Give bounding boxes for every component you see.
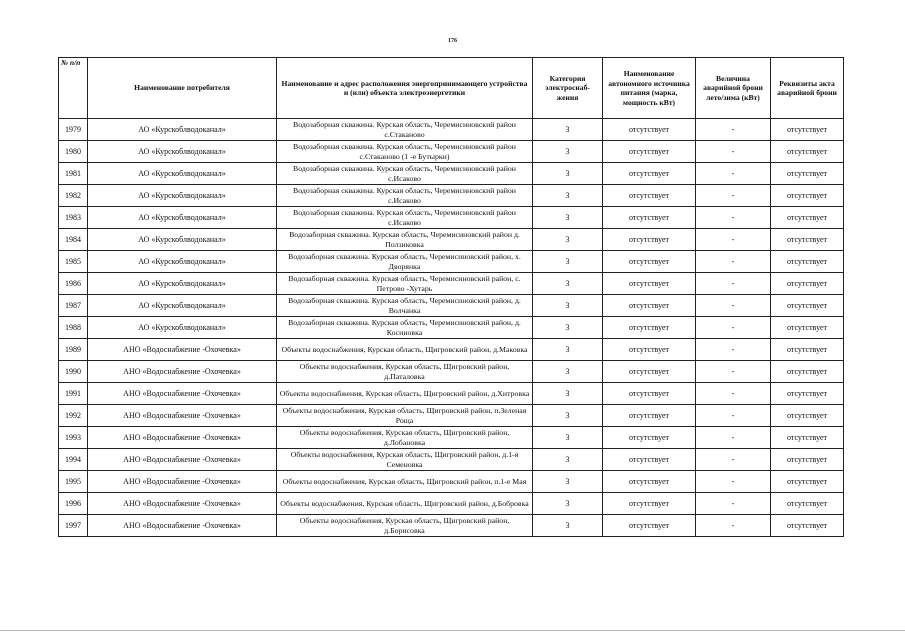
cell-address: Водозаборная скважина. Курская область, Черемисиновский район с.Исаково <box>277 207 533 229</box>
cell-address: Водозаборная скважина. Курская область, Черемисиновский район с.Стаканово (1 -е Бутырки) <box>277 141 533 163</box>
cell-reserve: - <box>696 141 771 163</box>
cell-num: 1990 <box>59 361 88 383</box>
cell-category: 3 <box>533 361 603 383</box>
cell-address: Объекты водоснабжения, Курская область, Щигровский район, д.Паталовка <box>277 361 533 383</box>
cell-source: отсутствует <box>603 361 696 383</box>
cell-act: отсутствует <box>771 141 844 163</box>
cell-address: Водозаборная скважина. Курская область, Черемисиновский район с.Стаканово <box>277 119 533 141</box>
page-number: 176 <box>448 38 457 44</box>
cell-source: отсутствует <box>603 163 696 185</box>
cell-address: Водозаборная скважина. Курская область, Черемисиновский район с.Исаково <box>277 163 533 185</box>
cell-address: Объекты водоснабжения, Курская область, Щигровский район, д.Лобановка <box>277 427 533 449</box>
header-address: Наименование и адрес расположения энергопринимающего устройства и (или) объекта электроэнергетики <box>277 58 533 119</box>
cell-source: отсутствует <box>603 273 696 295</box>
cell-num: 1992 <box>59 405 88 427</box>
cell-consumer: АНО «Водоснабжение -Охочевка» <box>88 515 277 537</box>
cell-address: Водозаборная скважина. Курская область, Черемисиновский район с.Исаково <box>277 185 533 207</box>
cell-reserve: - <box>696 119 771 141</box>
cell-consumer: АО «Курскоблводоканал» <box>88 185 277 207</box>
header-source: Наименование автономного источника питания (марка, мощность кВт) <box>603 58 696 119</box>
cell-reserve: - <box>696 449 771 471</box>
cell-source: отсутствует <box>603 119 696 141</box>
cell-num: 1987 <box>59 295 88 317</box>
table-row <box>59 185 844 207</box>
cell-category: 3 <box>533 229 603 251</box>
cell-address: Объекты водоснабжения, Курская область, Щигровский район, д.Хитровка <box>277 383 533 405</box>
cell-consumer: АО «Курскоблводоканал» <box>88 273 277 295</box>
cell-address: Водозаборная скважина. Курская область, Черемисиновский район, х. Дворянка <box>277 251 533 273</box>
cell-consumer: АО «Курскоблводоканал» <box>88 251 277 273</box>
cell-address: Объекты водоснабжения, Курская область, Щигровский район, д.Маковка <box>277 339 533 361</box>
table-row <box>59 119 844 141</box>
cell-num: 1988 <box>59 317 88 339</box>
cell-act: отсутствует <box>771 515 844 537</box>
table-row <box>59 449 844 471</box>
cell-reserve: - <box>696 163 771 185</box>
cell-address: Водозаборная скважина. Курская область, Черемисиновский район, д. Косиновка <box>277 317 533 339</box>
cell-address: Объекты водоснабжения, Курская область, Щигровский район, п.Зеленая Роща <box>277 405 533 427</box>
cell-num: 1991 <box>59 383 88 405</box>
header-act: Реквизиты акта аварийной брони <box>771 58 844 119</box>
reserve-table <box>58 57 844 537</box>
cell-consumer: АНО «Водоснабжение -Охочевка» <box>88 471 277 493</box>
cell-consumer: АО «Курскоблводоканал» <box>88 229 277 251</box>
cell-address: Водозаборная скважина. Курская область, Черемисиновский район д. Ползиковка <box>277 229 533 251</box>
cell-address: Объекты водоснабжения, Курская область, Щигровский район, д.Борисовка <box>277 515 533 537</box>
cell-consumer: АНО «Водоснабжение -Охочевка» <box>88 427 277 449</box>
cell-source: отсутствует <box>603 515 696 537</box>
cell-num: 1981 <box>59 163 88 185</box>
cell-consumer: АО «Курскоблводоканал» <box>88 163 277 185</box>
cell-address: Объекты водоснабжения, Курская область, Щигровский район, д.Бобровка <box>277 493 533 515</box>
cell-consumer: АНО «Водоснабжение -Охочевка» <box>88 383 277 405</box>
cell-consumer: АНО «Водоснабжение -Охочевка» <box>88 361 277 383</box>
cell-category: 3 <box>533 339 603 361</box>
table-row <box>59 405 844 427</box>
cell-category: 3 <box>533 405 603 427</box>
cell-act: отсутствует <box>771 339 844 361</box>
cell-reserve: - <box>696 383 771 405</box>
table-row <box>59 427 844 449</box>
cell-category: 3 <box>533 515 603 537</box>
table-row <box>59 141 844 163</box>
cell-source: отсутствует <box>603 339 696 361</box>
cell-source: отсутствует <box>603 251 696 273</box>
cell-act: отсутствует <box>771 317 844 339</box>
cell-reserve: - <box>696 515 771 537</box>
table-row <box>59 493 844 515</box>
header-num: № п/п <box>59 58 88 119</box>
cell-category: 3 <box>533 251 603 273</box>
cell-act: отсутствует <box>771 163 844 185</box>
cell-num: 1986 <box>59 273 88 295</box>
cell-num: 1993 <box>59 427 88 449</box>
cell-num: 1997 <box>59 515 88 537</box>
table-row <box>59 383 844 405</box>
cell-category: 3 <box>533 317 603 339</box>
cell-source: отсутствует <box>603 405 696 427</box>
cell-num: 1989 <box>59 339 88 361</box>
cell-address: Объекты водоснабжения, Курская область, Щигровский район, п.1-е Мая <box>277 471 533 493</box>
table-row <box>59 515 844 537</box>
cell-category: 3 <box>533 427 603 449</box>
table-row <box>59 295 844 317</box>
cell-consumer: АО «Курскоблводоканал» <box>88 141 277 163</box>
cell-act: отсутствует <box>771 449 844 471</box>
cell-category: 3 <box>533 273 603 295</box>
cell-consumer: АО «Курскоблводоканал» <box>88 207 277 229</box>
cell-act: отсутствует <box>771 405 844 427</box>
table-row <box>59 163 844 185</box>
cell-category: 3 <box>533 163 603 185</box>
header-consumer: Наименование потребителя <box>88 58 277 119</box>
page-bottom-divider <box>0 630 905 631</box>
cell-consumer: АО «Курскоблводоканал» <box>88 295 277 317</box>
cell-consumer: АНО «Водоснабжение -Охочевка» <box>88 449 277 471</box>
cell-consumer: АНО «Водоснабжение -Охочевка» <box>88 405 277 427</box>
table-row <box>59 207 844 229</box>
table-header-row <box>59 58 844 119</box>
cell-category: 3 <box>533 295 603 317</box>
cell-category: 3 <box>533 119 603 141</box>
table-row <box>59 361 844 383</box>
cell-reserve: - <box>696 427 771 449</box>
cell-category: 3 <box>533 185 603 207</box>
cell-consumer: АНО «Водоснабжение -Охочевка» <box>88 493 277 515</box>
header-reserve: Величина аварийной брони лето/зима (кВт) <box>696 58 771 119</box>
cell-reserve: - <box>696 471 771 493</box>
cell-consumer: АО «Курскоблводоканал» <box>88 317 277 339</box>
cell-act: отсутствует <box>771 295 844 317</box>
table-row <box>59 251 844 273</box>
cell-source: отсутствует <box>603 449 696 471</box>
cell-num: 1979 <box>59 119 88 141</box>
cell-reserve: - <box>696 361 771 383</box>
cell-act: отсутствует <box>771 383 844 405</box>
table-row <box>59 471 844 493</box>
cell-source: отсутствует <box>603 471 696 493</box>
cell-num: 1980 <box>59 141 88 163</box>
cell-num: 1982 <box>59 185 88 207</box>
cell-reserve: - <box>696 405 771 427</box>
cell-reserve: - <box>696 185 771 207</box>
cell-category: 3 <box>533 471 603 493</box>
cell-reserve: - <box>696 229 771 251</box>
cell-category: 3 <box>533 383 603 405</box>
cell-source: отсутствует <box>603 141 696 163</box>
cell-act: отсутствует <box>771 251 844 273</box>
cell-act: отсутствует <box>771 471 844 493</box>
cell-num: 1984 <box>59 229 88 251</box>
cell-source: отсутствует <box>603 493 696 515</box>
cell-category: 3 <box>533 449 603 471</box>
cell-source: отсутствует <box>603 383 696 405</box>
cell-address: Объекты водоснабжения, Курская область, Щигровский район, д.1-я Семеновка <box>277 449 533 471</box>
table-row <box>59 229 844 251</box>
cell-num: 1995 <box>59 471 88 493</box>
cell-num: 1994 <box>59 449 88 471</box>
cell-reserve: - <box>696 273 771 295</box>
cell-num: 1996 <box>59 493 88 515</box>
cell-consumer: АО «Курскоблводоканал» <box>88 119 277 141</box>
cell-reserve: - <box>696 251 771 273</box>
cell-source: отсутствует <box>603 185 696 207</box>
cell-reserve: - <box>696 493 771 515</box>
header-category: Категория электроснаб-жения <box>533 58 603 119</box>
table-row <box>59 273 844 295</box>
cell-act: отсутствует <box>771 361 844 383</box>
cell-reserve: - <box>696 295 771 317</box>
cell-source: отсутствует <box>603 229 696 251</box>
cell-num: 1985 <box>59 251 88 273</box>
cell-address: Водозаборная скважина. Курская область, Черемисиновский район, с. Петрово -Хутарь <box>277 273 533 295</box>
cell-category: 3 <box>533 493 603 515</box>
cell-act: отсутствует <box>771 493 844 515</box>
table-row <box>59 339 844 361</box>
cell-consumer: АНО «Водоснабжение -Охочевка» <box>88 339 277 361</box>
cell-category: 3 <box>533 207 603 229</box>
cell-source: отсутствует <box>603 207 696 229</box>
cell-act: отсутствует <box>771 273 844 295</box>
cell-act: отсутствует <box>771 207 844 229</box>
cell-reserve: - <box>696 207 771 229</box>
cell-num: 1983 <box>59 207 88 229</box>
cell-act: отсутствует <box>771 119 844 141</box>
table-row <box>59 317 844 339</box>
cell-category: 3 <box>533 141 603 163</box>
cell-address: Водозаборная скважина. Курская область, Черемисиновский район, д. Волчанка <box>277 295 533 317</box>
cell-act: отсутствует <box>771 427 844 449</box>
cell-source: отсутствует <box>603 295 696 317</box>
cell-source: отсутствует <box>603 427 696 449</box>
cell-act: отсутствует <box>771 229 844 251</box>
cell-reserve: - <box>696 317 771 339</box>
cell-source: отсутствует <box>603 317 696 339</box>
cell-act: отсутствует <box>771 185 844 207</box>
cell-reserve: - <box>696 339 771 361</box>
